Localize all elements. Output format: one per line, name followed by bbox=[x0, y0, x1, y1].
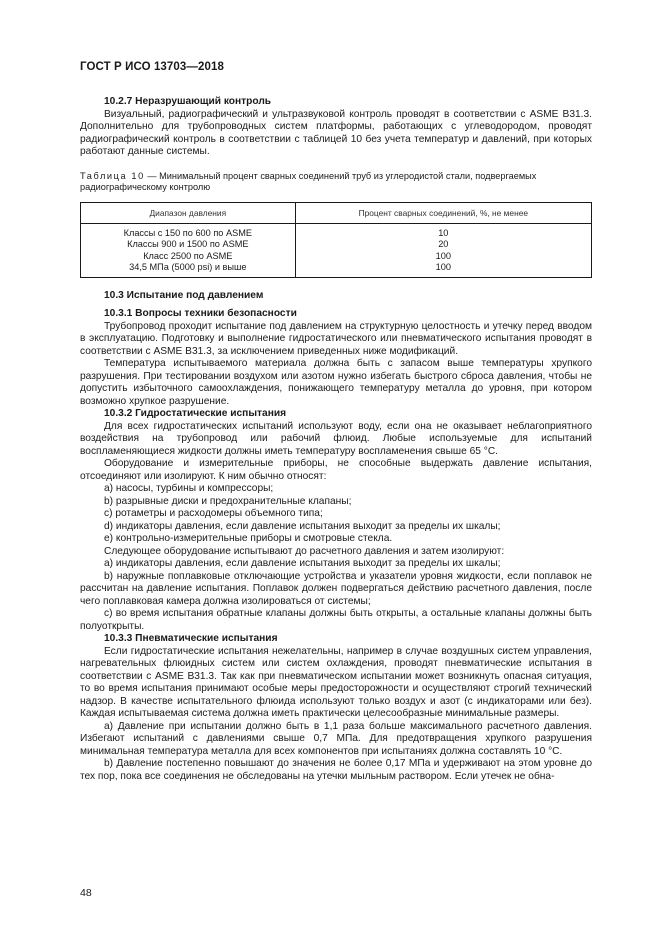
list-item: b) наружные поплавковые отключающие устройства и указатели уровня жидкости, если поплавок не рассчитан на давление испытания. Поплавок должен подвергаться действию расчетного давления, после чего поплавковая камера должна изолироваться от системы; bbox=[80, 570, 592, 607]
section-10-3-2-paragraph-1: Для всех гидростатических испытаний используют воду, если она не оказывает неблагоприятного воздействия на трубопровод или рабочий флюид. Любые используемые для испытаний воспламеняющиеся жидкости должны иметь температуру воспламенения свыше 65 °С. bbox=[80, 420, 592, 457]
table-10-caption bbox=[80, 171, 592, 194]
page-content bbox=[80, 96, 592, 783]
section-10-3-2-title: 10.3.2 Гидростатические испытания bbox=[104, 408, 287, 419]
list-item: a) насосы, турбины и компрессоры; bbox=[104, 483, 274, 494]
section-10-3-2-paragraph-3: Следующее оборудование испытывают до расчетного давления и затем изолируют: bbox=[104, 545, 505, 557]
section-10-2-7-title: 10.2.7 Неразрушающий контроль bbox=[104, 96, 272, 107]
section-10-3-3-item-a: a) Давление при испытании должно быть в 1,1 раза больше максимального расчетного давления. Избегают испытаний с давлениями свыше 0,7 МПа. Для предотвращения хрупкого разрушения минимальная температура металла для всех компонентов при испытаниях должна составлять 10 °С. bbox=[80, 720, 592, 757]
section-10-3-1-paragraph-2: Температура испытываемого материала должна быть с запасом выше температуры хрупкого разрушения. При тестировании воздухом или азотом нужно избегать быстрого сброса давления, чтобы не допустить избыточного самоохлаждения, понижающего температуру металла до уровня, при котором возможно хрупкое разрушение. bbox=[80, 358, 592, 407]
list-item: a) индикаторы давления, если давление испытания выходит за пределы их шкалы; bbox=[104, 558, 501, 569]
section-10-2-7-paragraph: Визуальный, радиографический и ультразвуковой контроль проводят в соответствии с ASME B31.3. Дополнительно для трубопроводных систем платформы, работающих с углеводородом, проводят радиографический контроль в соответствии с таблицей 10 без учета температур и давлений, при которых работают данные системы. bbox=[80, 108, 592, 157]
section-10-3-3-title: 10.3.3 Пневматические испытания bbox=[104, 633, 278, 644]
section-10-3-2-paragraph-2: Оборудование и измерительные приборы, не способные выдержать давление испытания, отсоединяют или изолируют. К ним обычно относят: bbox=[80, 458, 592, 482]
page-number: 48 bbox=[80, 887, 92, 899]
document-header: ГОСТ Р ИСО 13703—2018 bbox=[80, 61, 225, 73]
table-header-weld-percent: Процент сварных соединений, %, не менее bbox=[295, 202, 591, 223]
table-cell-ranges bbox=[81, 223, 296, 277]
table-percent-item: 100 bbox=[435, 250, 451, 261]
table-header-pressure-range: Диапазон давления bbox=[81, 202, 296, 223]
table-10-caption-text: — Минимальный процент сварных соединений труб из углеродистой стали, подвергаемых радиографическому контролю bbox=[80, 170, 537, 192]
list-item: c) во время испытания обратные клапаны должны быть открыты, а остальные клапаны должны быть полуоткрыты. bbox=[80, 608, 592, 632]
section-10-3-1-paragraph-1: Трубопровод проходит испытание под давлением на структурную целостность и утечку перед вводом в эксплуатацию. Подготовку и выполнение гидростатического или пневматического испытания проводят в соответствии с ASME B31.3, за исключением приведенных ниже модификаций. bbox=[80, 320, 592, 357]
table-percent-item: 20 bbox=[438, 239, 449, 249]
table-10 bbox=[80, 202, 592, 278]
list-item: c) ротаметры и расходомеры объемного типа; bbox=[104, 508, 323, 519]
section-10-3-1-title: 10.3.1 Вопросы техники безопасности bbox=[104, 308, 297, 319]
table-percent-item: 10 bbox=[438, 227, 449, 238]
section-10-3-title: 10.3 Испытание под давлением bbox=[104, 289, 264, 301]
table-row bbox=[81, 223, 592, 277]
section-10-3-3-item-b: b) Давление постепенно повышают до значения не более 0,17 МПа и удерживают на этом уровне до тех пор, пока все соединения не обследованы на утечки мыльным раствором. Если утечек не обна- bbox=[80, 758, 592, 782]
list-item: e) контрольно-измерительные приборы и смотровые стекла. bbox=[104, 533, 393, 544]
list-item: b) разрывные диски и предохранительные клапаны; bbox=[104, 495, 352, 507]
table-header-row bbox=[81, 202, 592, 223]
section-10-3-3-paragraph-1: Если гидростатические испытания нежелательны, например в случае воздушных систем управления, нагревательных флюидных систем или систем охлаждения, проводят пневматические испытания в соответствии с ASME B31.3. Так как при пневматическом испытании может возникнуть опасная ситуация, то во время испытания принимают особые меры предосторожности и осуществляют строгий технический надзор. В качестве испытательного флюида используют только воздух и азот (с индикаторами или без). Каждая испытываемая система должна иметь практически целесообразные минимальные размеры. bbox=[80, 645, 592, 719]
table-range-item: Класс 2500 по ASME bbox=[143, 250, 233, 261]
list-item: d) индикаторы давления, если давление испытания выходит за пределы их шкалы; bbox=[104, 520, 501, 532]
table-range-item: 34,5 МПа (5000 psi) и выше bbox=[129, 262, 247, 272]
table-range-item: Классы с 150 по 600 по ASME bbox=[123, 227, 252, 238]
table-cell-percents bbox=[295, 223, 591, 277]
table-percent-item: 100 bbox=[435, 262, 451, 272]
table-range-item: Классы 900 и 1500 по ASME bbox=[127, 239, 249, 249]
table-10-label: Таблица 10 bbox=[80, 170, 145, 181]
